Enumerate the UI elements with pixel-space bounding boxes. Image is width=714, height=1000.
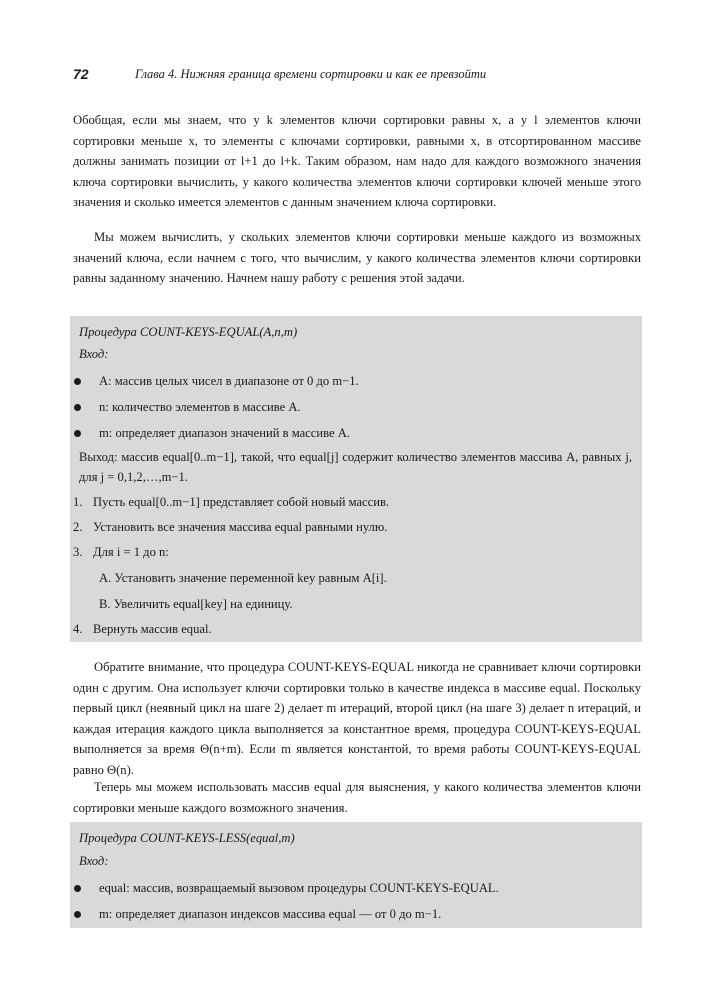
input-item-text: equal: массив, возвращаемый вызовом процедуры COUNT-KEYS-EQUAL. <box>99 881 499 895</box>
running-head: Глава 4. Нижняя граница времени сортировки и как ее превзойти <box>135 67 487 81</box>
bullet-icon <box>74 885 81 892</box>
paragraph-1 <box>73 110 641 213</box>
step <box>73 492 632 512</box>
step-number: 4. <box>73 622 83 636</box>
input-item <box>79 423 632 443</box>
step <box>73 517 632 537</box>
procedure-input-label: Вход: <box>79 347 109 361</box>
paragraph-3-text: Обратите внимание, что процедура COUNT-KEYS-EQUAL никогда не сравнивает ключи сортировки один с другим. Она использует ключи сортировки только в качестве индекса в массиве equal. Поскольку первый цикл (неявный цикл на шаге 2) делает m итераций, второй цикл (на шаге 3) делает n итераций, и каждая итерация каждого цикла выполняется за константное время, процедура COUNT-KEYS-EQUAL выполняется за время Θ(n+m). Если m является константой, то время работы COUNT-KEYS-EQUAL равно Θ(n). <box>73 660 641 777</box>
paragraph-4 <box>73 777 641 818</box>
step-number: 3. <box>73 545 83 559</box>
bullet-icon <box>74 430 81 437</box>
procedure-title: Процедура COUNT-KEYS-EQUAL(A,n,m) <box>79 325 298 339</box>
paragraph-4-text: Теперь мы можем использовать массив equal для выяснения, у какого количества элементов ключи сортировки меньше каждого возможного значения. <box>73 780 641 815</box>
paragraph-3 <box>73 657 641 781</box>
procedure-count-keys-less <box>70 822 642 928</box>
paragraph-1-text: Обобщая, если мы знаем, что у k элементов ключи сортировки равны x, а у l элементов ключи сортировки меньше x, то элементы с ключами сортировки, равными x, в отсортированном массиве должны занимать позиции от l+1 до l+k. Таким образом, нам надо для каждого возможного значения ключа сортировки вычислить, у какого количества элементов ключи сортировки ключей меньше этого значения и сколько имеется элементов с данным значением ключа сортировки. <box>73 113 641 210</box>
step-text: Пусть equal[0..m−1] представляет собой новый массив. <box>93 495 390 509</box>
step <box>73 619 632 639</box>
input-item <box>79 397 632 417</box>
step-number: 1. <box>73 495 83 509</box>
input-item <box>79 371 632 391</box>
step-text: Для i = 1 до n: <box>93 545 169 559</box>
step <box>73 542 632 562</box>
input-item-text: A: массив целых чисел в диапазоне от 0 до m−1. <box>99 374 359 388</box>
bullet-icon <box>74 911 81 918</box>
step-text: Установить все значения массива equal равными нулю. <box>93 520 388 534</box>
step-number: 2. <box>73 520 83 534</box>
paragraph-2-text: Мы можем вычислить, у скольких элементов ключи сортировки меньше каждого из возможных значений ключа, если начнем с того, что вычислим, у какого количества элементов ключи сортировки равны заданному значению. Начнем нашу работу с решения этой задачи. <box>73 230 641 286</box>
procedure-count-keys-equal <box>70 316 642 642</box>
substep: B. Увеличить equal[key] на единицу. <box>99 597 293 611</box>
page-header <box>73 66 643 86</box>
input-item-text: m: определяет диапазон значений в массиве A. <box>99 426 350 440</box>
paragraph-2 <box>73 227 641 289</box>
procedure-title: Процедура COUNT-KEYS-LESS(equal,m) <box>79 831 295 845</box>
input-item-text: n: количество элементов в массиве A. <box>99 400 301 414</box>
input-item <box>79 904 632 924</box>
bullet-icon <box>74 378 81 385</box>
bullet-icon <box>74 404 81 411</box>
input-item <box>79 878 632 898</box>
input-item-text: m: определяет диапазон индексов массива equal — от 0 до m−1. <box>99 907 442 921</box>
page-number: 72 <box>73 66 89 82</box>
step-text: Вернуть массив equal. <box>93 622 212 636</box>
substep: A. Установить значение переменной key равным A[i]. <box>99 571 387 585</box>
procedure-output: Выход: массив equal[0..m−1], такой, что equal[j] содержит количество элементов массива A, равных j, для j = 0,1,2,…,m−1. <box>79 450 632 484</box>
procedure-input-label: Вход: <box>79 854 109 868</box>
